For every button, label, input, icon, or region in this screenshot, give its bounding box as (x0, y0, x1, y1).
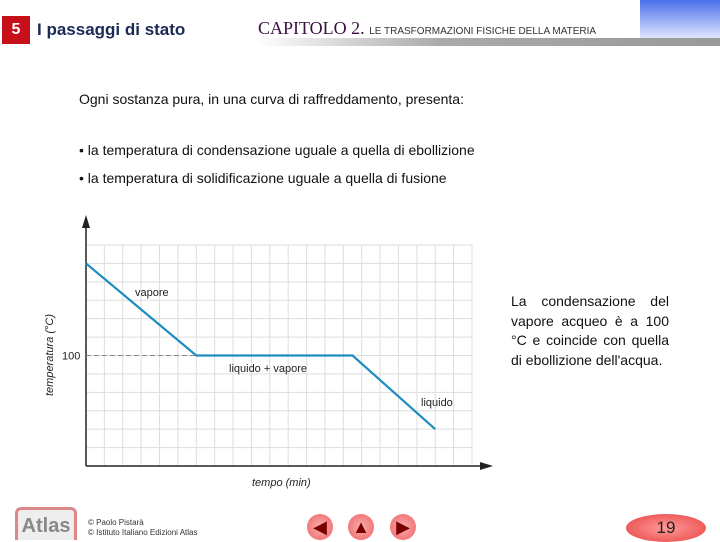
y-tick-100: 100 (62, 350, 81, 363)
copyright-author: © Paolo Pistarà (88, 518, 144, 527)
chapter-subtitle: LE TRASFORMAZIONI FISICHE DELLA MATERIA (369, 26, 597, 37)
section-title: I passaggi di stato (37, 20, 186, 39)
label-liquido-vapore: liquido + vapore (229, 363, 307, 375)
prev-button[interactable] (307, 514, 333, 540)
home-button[interactable] (348, 514, 374, 540)
next-button[interactable] (390, 514, 416, 540)
intro-text: Ogni sostanza pura, in una curva di raffreddamento, presenta: (79, 91, 464, 107)
bullet-1: • la temperatura di condensazione uguale a quella di ebollizione (79, 142, 475, 158)
atlas-logo: Atlas (15, 507, 77, 540)
y-axis-arrow (82, 215, 90, 228)
x-axis-arrow (480, 462, 493, 470)
side-note: La condensazione del vapore acqueo è a 100 °C e coincide con quella di ebollizione dell'acqua. (511, 293, 669, 368)
y-axis-label: temperatura (°C) (44, 313, 56, 396)
label-vapore: vapore (135, 287, 169, 299)
home-arrow-up-icon: ▲ (352, 517, 370, 537)
section-number: 5 (2, 16, 30, 44)
page-number: 19 (626, 514, 706, 542)
arrow-right-icon: ▶ (396, 517, 410, 537)
bullet-2: • la temperatura di solidificazione uguale a quella di fusione (79, 170, 447, 186)
x-axis-label: tempo (min) (252, 477, 311, 489)
arrow-left-icon: ◀ (313, 517, 327, 537)
label-liquido: liquido (421, 397, 453, 409)
copyright-publisher: © Istituto Italiano Edizioni Atlas (88, 528, 198, 537)
chapter-label: CAPITOLO 2. (258, 18, 365, 38)
